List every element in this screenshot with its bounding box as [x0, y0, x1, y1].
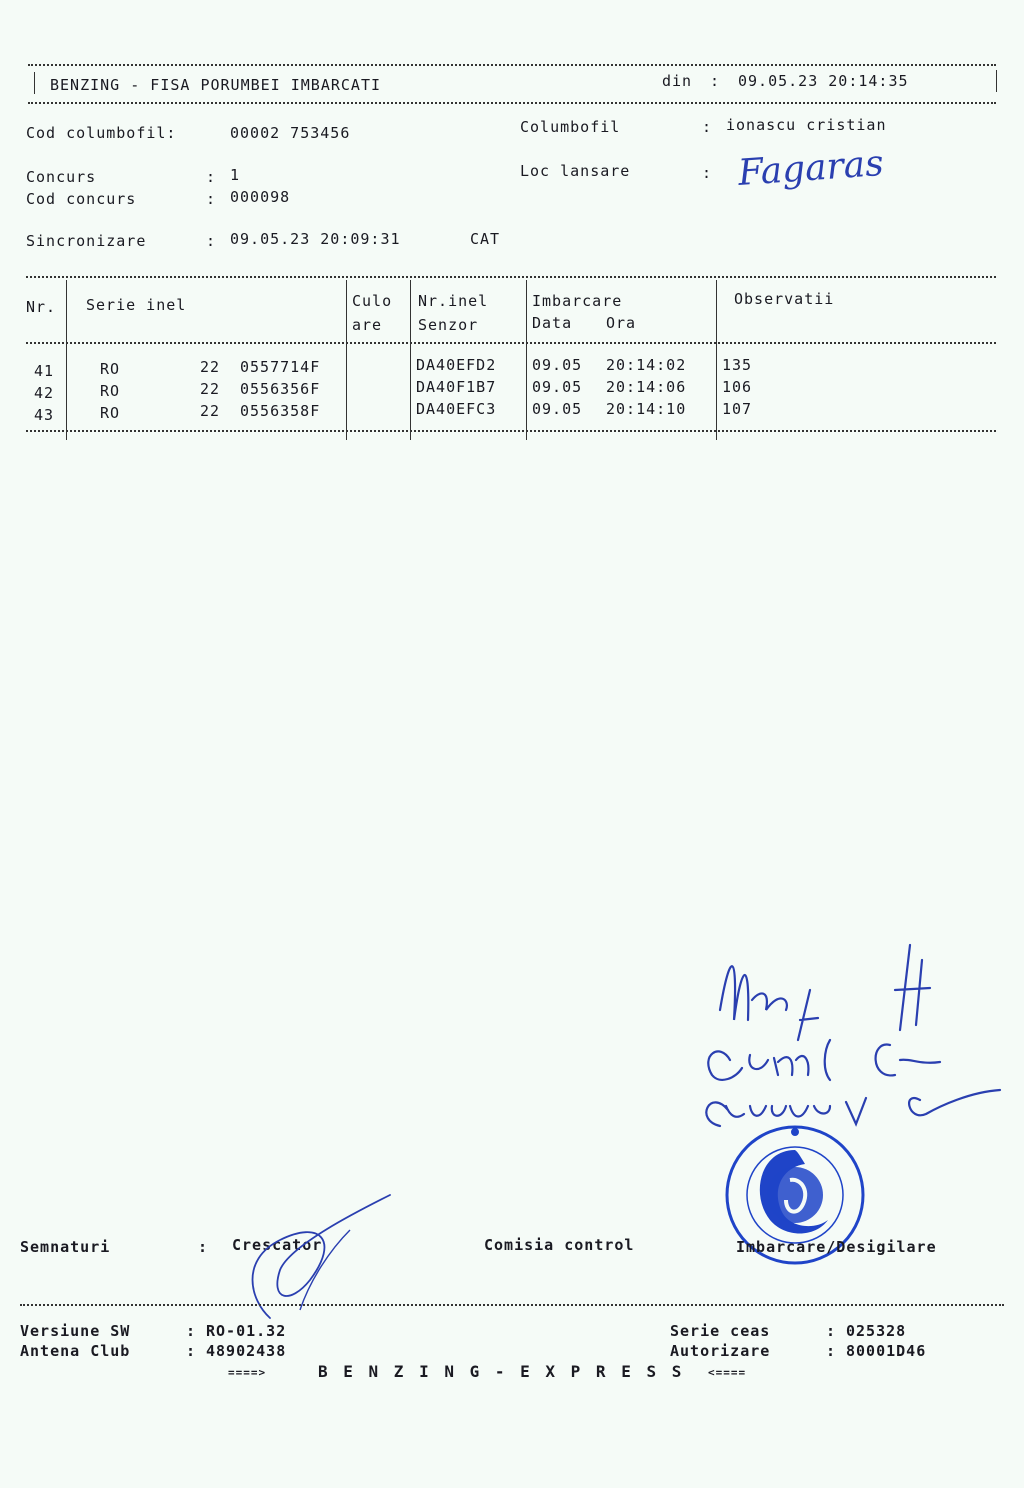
- brand-arrow-right: <====: [708, 1366, 747, 1379]
- header-ora: Ora: [606, 314, 637, 332]
- header-left-bar: [34, 72, 35, 94]
- header-top-rule: [28, 64, 996, 66]
- antena-label: Antena Club: [20, 1342, 131, 1360]
- loc-lansare-label: Loc lansare: [520, 162, 631, 180]
- row-42-obs: 106: [722, 378, 753, 396]
- crescator-label: Crescator: [232, 1236, 323, 1254]
- loc-lansare-colon: :: [702, 164, 713, 182]
- din-value: 09.05.23 20:14:35: [738, 72, 909, 90]
- header-imbarcare: Imbarcare: [532, 292, 623, 310]
- autorizare-colon: :: [826, 1342, 837, 1360]
- row-42-senzor: DA40F1B7: [416, 378, 497, 396]
- din-label: din: [662, 72, 693, 90]
- antena-colon: :: [186, 1342, 197, 1360]
- row-43-ora: 20:14:10: [606, 400, 687, 418]
- cod-columbofil-value: 00002 753456: [230, 124, 351, 142]
- col-sep-5: [716, 280, 717, 440]
- sincronizare-label: Sincronizare: [26, 232, 147, 250]
- row-43-obs: 107: [722, 400, 753, 418]
- col-sep-4: [526, 280, 527, 440]
- row-41-ora: 20:14:02: [606, 356, 687, 374]
- header-data: Data: [532, 314, 573, 332]
- row-41-nr: 41: [34, 362, 55, 380]
- row-42-nr: 42: [34, 384, 55, 402]
- brand-arrow-left: ====>: [228, 1366, 267, 1379]
- row-43-tara: RO: [100, 404, 121, 422]
- header-culoare-2: are: [352, 316, 383, 334]
- row-42-an: 22: [200, 380, 221, 398]
- document-title: BENZING - FISA PORUMBEI IMBARCATI: [50, 76, 382, 94]
- row-41-inel: 0557714F: [240, 358, 321, 376]
- table-bottom-rule: [26, 430, 996, 432]
- row-42-inel: 0556356F: [240, 380, 321, 398]
- columbofil-value: ionascu cristian: [726, 116, 887, 134]
- columbofil-colon: :: [702, 118, 713, 136]
- header-senzor: Senzor: [418, 316, 479, 334]
- header-culoare-1: Culo: [352, 292, 393, 310]
- columbofil-label: Columbofil: [520, 118, 621, 136]
- row-41-obs: 135: [722, 356, 753, 374]
- table-header-rule: [26, 342, 996, 344]
- serie-ceas-value: 025328: [846, 1322, 907, 1340]
- crescator-signature: [220, 1190, 410, 1320]
- serie-ceas-colon: :: [826, 1322, 837, 1340]
- header-nr: Nr.: [26, 298, 57, 316]
- header-serie-inel: Serie inel: [86, 296, 187, 314]
- cod-concurs-value: 000098: [230, 188, 291, 206]
- concurs-label: Concurs: [26, 168, 97, 186]
- brand-footer: B E N Z I N G - E X P R E S S: [318, 1362, 685, 1381]
- cod-concurs-label: Cod concurs: [26, 190, 137, 208]
- col-sep-3: [410, 280, 411, 440]
- concurs-colon: :: [206, 168, 217, 186]
- antena-value: 48902438: [206, 1342, 287, 1360]
- row-43-nr: 43: [34, 406, 55, 424]
- loc-lansare-handwritten: Fagaras: [736, 142, 885, 195]
- sincronizare-value: 09.05.23 20:09:31: [230, 230, 401, 248]
- row-41-senzor: DA40EFD2: [416, 356, 497, 374]
- table-top-rule: [26, 276, 996, 278]
- row-43-data: 09.05: [532, 400, 583, 418]
- concurs-value: 1: [230, 166, 241, 184]
- header-nr-inel: Nr.inel: [418, 292, 489, 310]
- row-42-tara: RO: [100, 382, 121, 400]
- row-42-ora: 20:14:06: [606, 378, 687, 396]
- row-43-inel: 0556358F: [240, 402, 321, 420]
- row-43-senzor: DA40EFC3: [416, 400, 497, 418]
- imbarcare-desigilare-label: Imbarcare/Desigilare: [736, 1238, 937, 1256]
- row-43-an: 22: [200, 402, 221, 420]
- versiune-colon: :: [186, 1322, 197, 1340]
- sincronizare-zone: CAT: [470, 230, 501, 248]
- row-41-an: 22: [200, 358, 221, 376]
- header-bottom-rule: [28, 102, 996, 104]
- cod-columbofil-label: Cod columbofil:: [26, 124, 177, 142]
- autorizare-label: Autorizare: [670, 1342, 771, 1360]
- semnaturi-label: Semnaturi: [20, 1238, 111, 1256]
- header-observatii: Observatii: [734, 290, 835, 308]
- semnaturi-colon: :: [198, 1238, 209, 1256]
- row-41-tara: RO: [100, 360, 121, 378]
- sincronizare-colon: :: [206, 232, 217, 250]
- versiune-value: RO-01.32: [206, 1322, 287, 1340]
- row-42-data: 09.05: [532, 378, 583, 396]
- commission-signatures: [690, 930, 1010, 1130]
- versiune-label: Versiune SW: [20, 1322, 131, 1340]
- footer-rule: [20, 1304, 1004, 1306]
- col-sep-1: [66, 280, 67, 440]
- din-colon: :: [710, 72, 721, 90]
- autorizare-value: 80001D46: [846, 1342, 927, 1360]
- col-sep-2: [346, 280, 347, 440]
- header-right-bar: [996, 70, 997, 92]
- serie-ceas-label: Serie ceas: [670, 1322, 771, 1340]
- comisia-label: Comisia control: [484, 1236, 635, 1254]
- row-41-data: 09.05: [532, 356, 583, 374]
- cod-concurs-colon: :: [206, 190, 217, 208]
